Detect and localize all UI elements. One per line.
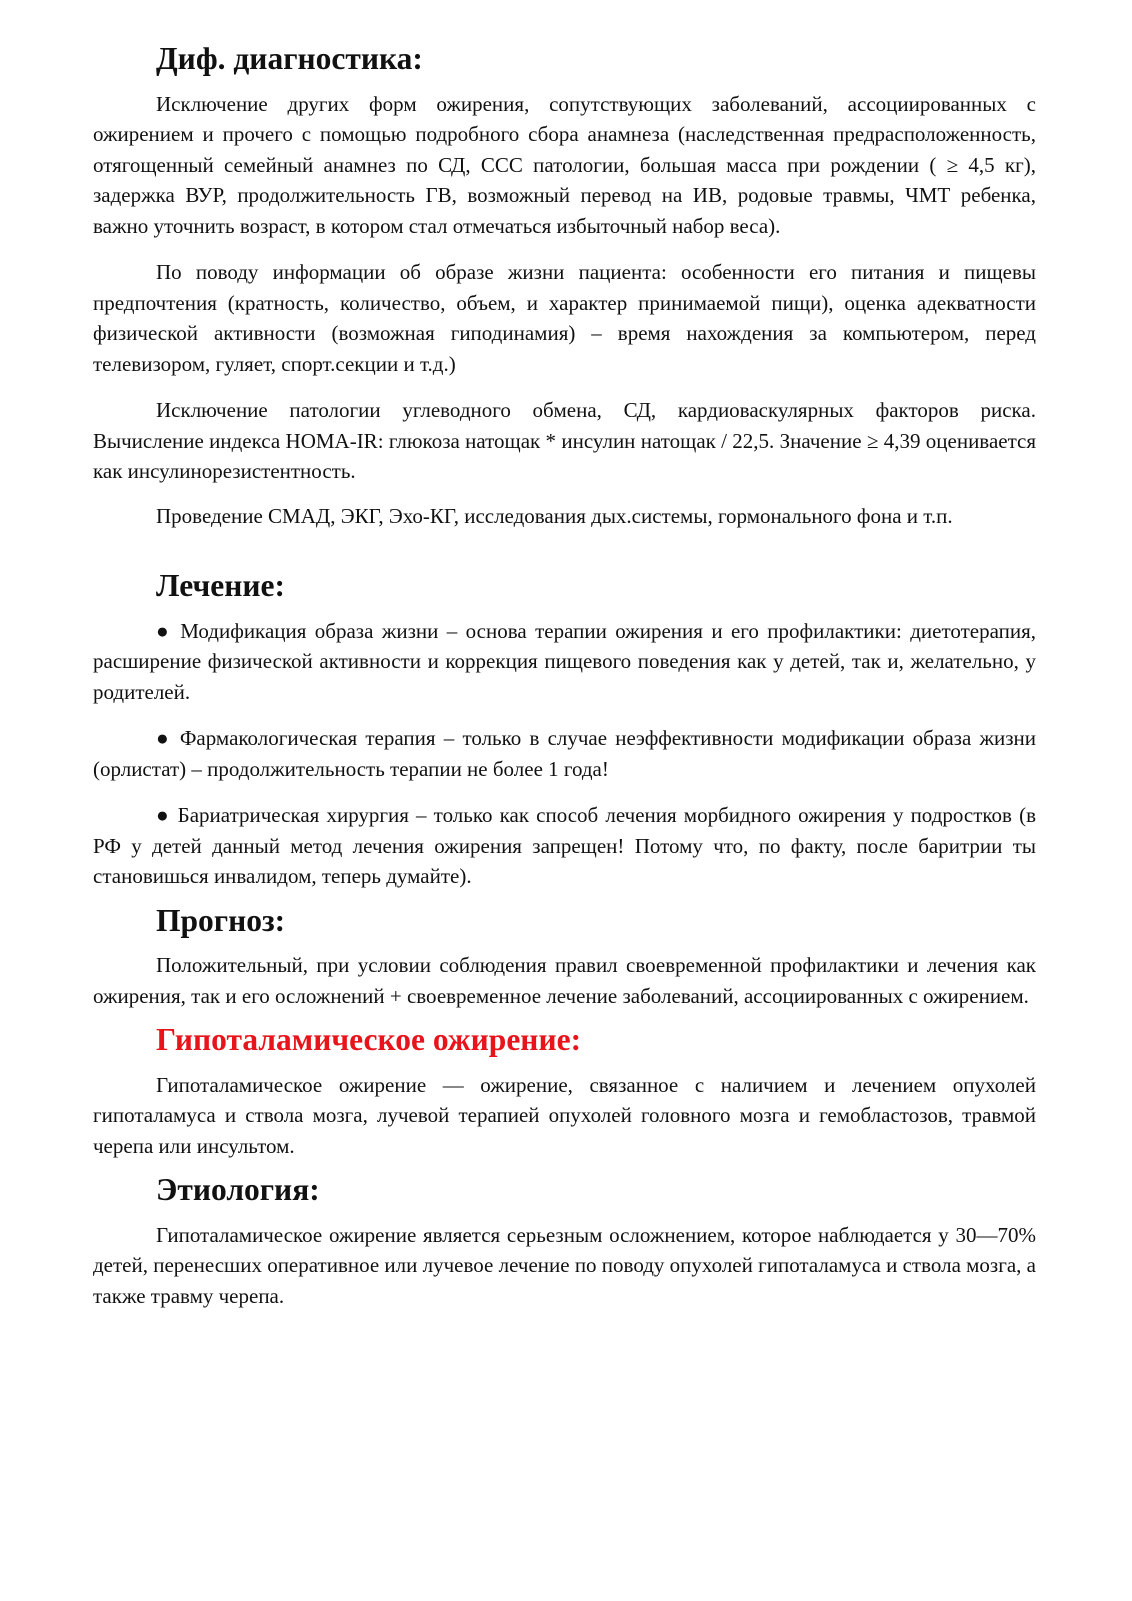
paragraph-dif-4: Проведение СМАД, ЭКГ, Эхо-КГ, исследования дых.системы, гормонального фона и т.п. [156, 503, 953, 528]
paragraph-treatment-2: ● Фармакологическая терапия – только в случае неэффективности модификации образа жизни (орлистат) – продолжительность терапии не более 1 года! [93, 726, 1036, 781]
paragraph-dif-3: Исключение патологии углеводного обмена, СД, кардиоваскулярных факторов риска. Вычисление индекса HOMA-IR: глюкоза натощак * инсулин натощак / 22,5. Значение ≥ 4,39 оценивается как инсулинорезистентность. [93, 398, 1036, 483]
heading-dif-diagnostics: Диф. диагностика: [156, 41, 423, 76]
paragraph-hypothalamic: Гипоталамическое ожирение — ожирение, связанное с наличием и лечением опухолей гипоталамуса и ствола мозга, лучевой терапией опухолей головного мозга и гемобластозов, травмой черепа или инсультом. [93, 1072, 1036, 1158]
heading-hypothalamic-obesity: Гипоталамическое ожирение: [156, 1022, 582, 1057]
paragraph-dif-2: По поводу информации об образе жизни пациента: особенности его питания и пищевы предпочтения (кратность, количество, объем, и характер принимаемой пищи), оценка адекватности физической активности (возможная гиподинамия) – время нахождения за компьютером, перед телевизором, гуляет, спорт.секции и т.д.) [93, 260, 1036, 376]
paragraph-prognosis: Положительный, при условии соблюдения правил своевременной профилактики и лечения как ожирения, так и его осложнений + своевременное лечение заболеваний, ассоциированных с ожирением. [93, 953, 1036, 1008]
paragraph-etiology: Гипоталамическое ожирение является серьезным осложнением, которое наблюдается у 30—70% детей, перенесших оперативное или лучевое лечение по поводу опухолей гипоталамуса и ствола мозга, а также травму черепа. [93, 1222, 1036, 1308]
paragraph-treatment-3: ● Бариатрическая хирургия – только как способ лечения морбидного ожирения у подростков (в РФ у детей данный метод лечения ожирения запрещен! Потому что, по факту, после баритрии ты становишься инвалидом, теперь думайте). [93, 803, 1036, 888]
heading-etiology: Этиология: [156, 1172, 320, 1207]
paragraph-dif-1: Исключение других форм ожирения, сопутствующих заболеваний, ассоциированных с ожирением и прочего с помощью подробного сбора анамнеза (наследственная предрасположенность, отягощенный семейный анамнез по СД, ССС патологии, большая масса при рождении ( ≥ 4,5 кг), задержка ВУР, продолжительность ГВ, возможный перевод на ИВ, родовые травмы, ЧМТ ребенка, важно уточнить возраст, в котором стал отмечаться избыточный набор веса). [93, 91, 1036, 238]
heading-prognosis: Прогноз: [156, 902, 286, 938]
heading-treatment: Лечение: [156, 568, 285, 603]
paragraph-treatment-1: ● Модификация образа жизни – основа терапии ожирения и его профилактики: диетотерапия, расширение физической активности и коррекция пищевого поведения как у детей, так и, желательно, у родителей. [93, 618, 1036, 704]
